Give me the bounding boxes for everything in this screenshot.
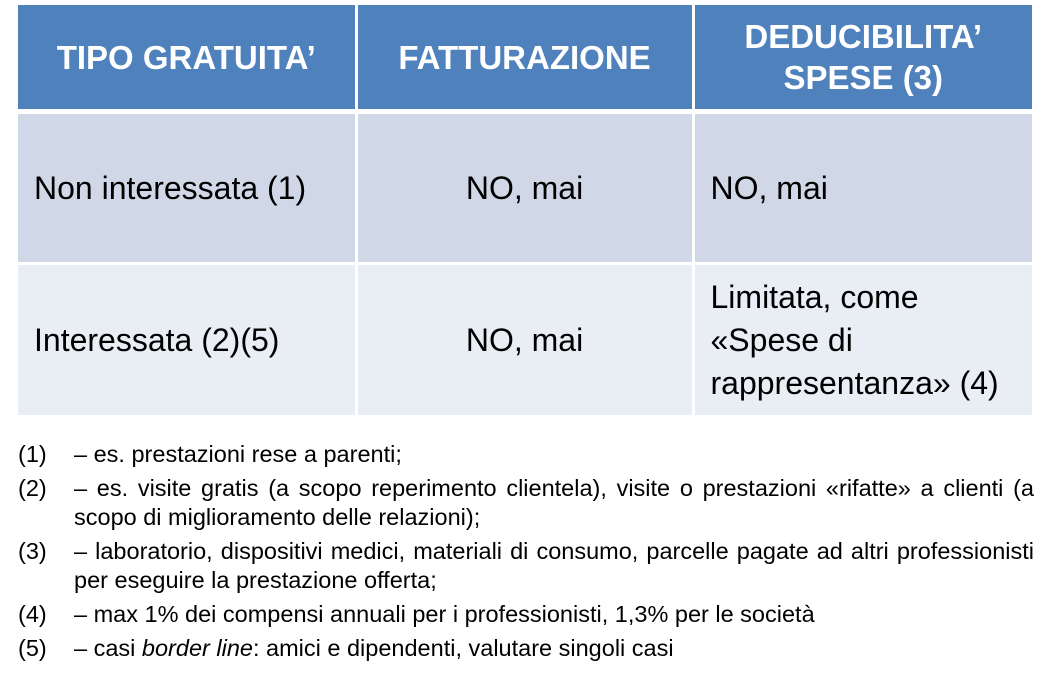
footnotes xyxy=(18,440,1034,668)
footnote-5 xyxy=(18,634,1034,663)
footnote-number: (5) xyxy=(18,635,47,661)
footnote-number: (4) xyxy=(18,601,47,627)
table-cell: NO, mai xyxy=(356,264,693,416)
footnote-text xyxy=(74,634,1034,663)
footnote-2 xyxy=(18,474,1034,532)
footnote-text: – max 1% dei compensi annuali per i professionisti, 1,3% per le società xyxy=(74,601,815,627)
table-cell: Interessata (2)(5) xyxy=(18,264,356,416)
footnote-1 xyxy=(18,440,1034,469)
header-fatturazione: FATTURAZIONE xyxy=(356,5,693,112)
header-tipo-gratuita: TIPO GRATUITA’ xyxy=(18,5,356,112)
footnote-text: – es. visite gratis (a scopo reperimento clientela), visite o prestazioni «rifatte» a clienti (a scopo di miglioramento delle relazioni); xyxy=(74,475,1034,530)
table-cell: Non interessata (1) xyxy=(18,112,356,264)
footnote-text-italic: border line xyxy=(141,635,253,661)
footnote-text-end: : amici e dipendenti, valutare singoli casi xyxy=(252,635,674,661)
footnote-number: (2) xyxy=(18,475,47,501)
footnote-text: – laboratorio, dispositivi medici, materiali di consumo, parcelle pagate ad altri professionisti per eseguire la prestazione offerta; xyxy=(74,538,1034,593)
table-cell: Limitata, come «Spese di rappresentanza» (4) xyxy=(693,264,1032,416)
footnote-number: (1) xyxy=(18,441,47,467)
table-row xyxy=(18,112,1032,264)
footnote-number: (3) xyxy=(18,538,47,564)
gratuity-table xyxy=(18,5,1032,415)
footnote-3 xyxy=(18,537,1034,595)
table-header-row xyxy=(18,5,1032,112)
table-cell: NO, mai xyxy=(356,112,693,264)
table-cell: NO, mai xyxy=(693,112,1032,264)
table-row xyxy=(18,264,1032,416)
footnote-text-start: – casi xyxy=(74,635,142,661)
header-deducibilita: DEDUCIBILITA’ SPESE (3) xyxy=(693,5,1032,112)
footnote-4 xyxy=(18,600,1034,629)
footnote-text: – es. prestazioni rese a parenti; xyxy=(74,441,402,467)
